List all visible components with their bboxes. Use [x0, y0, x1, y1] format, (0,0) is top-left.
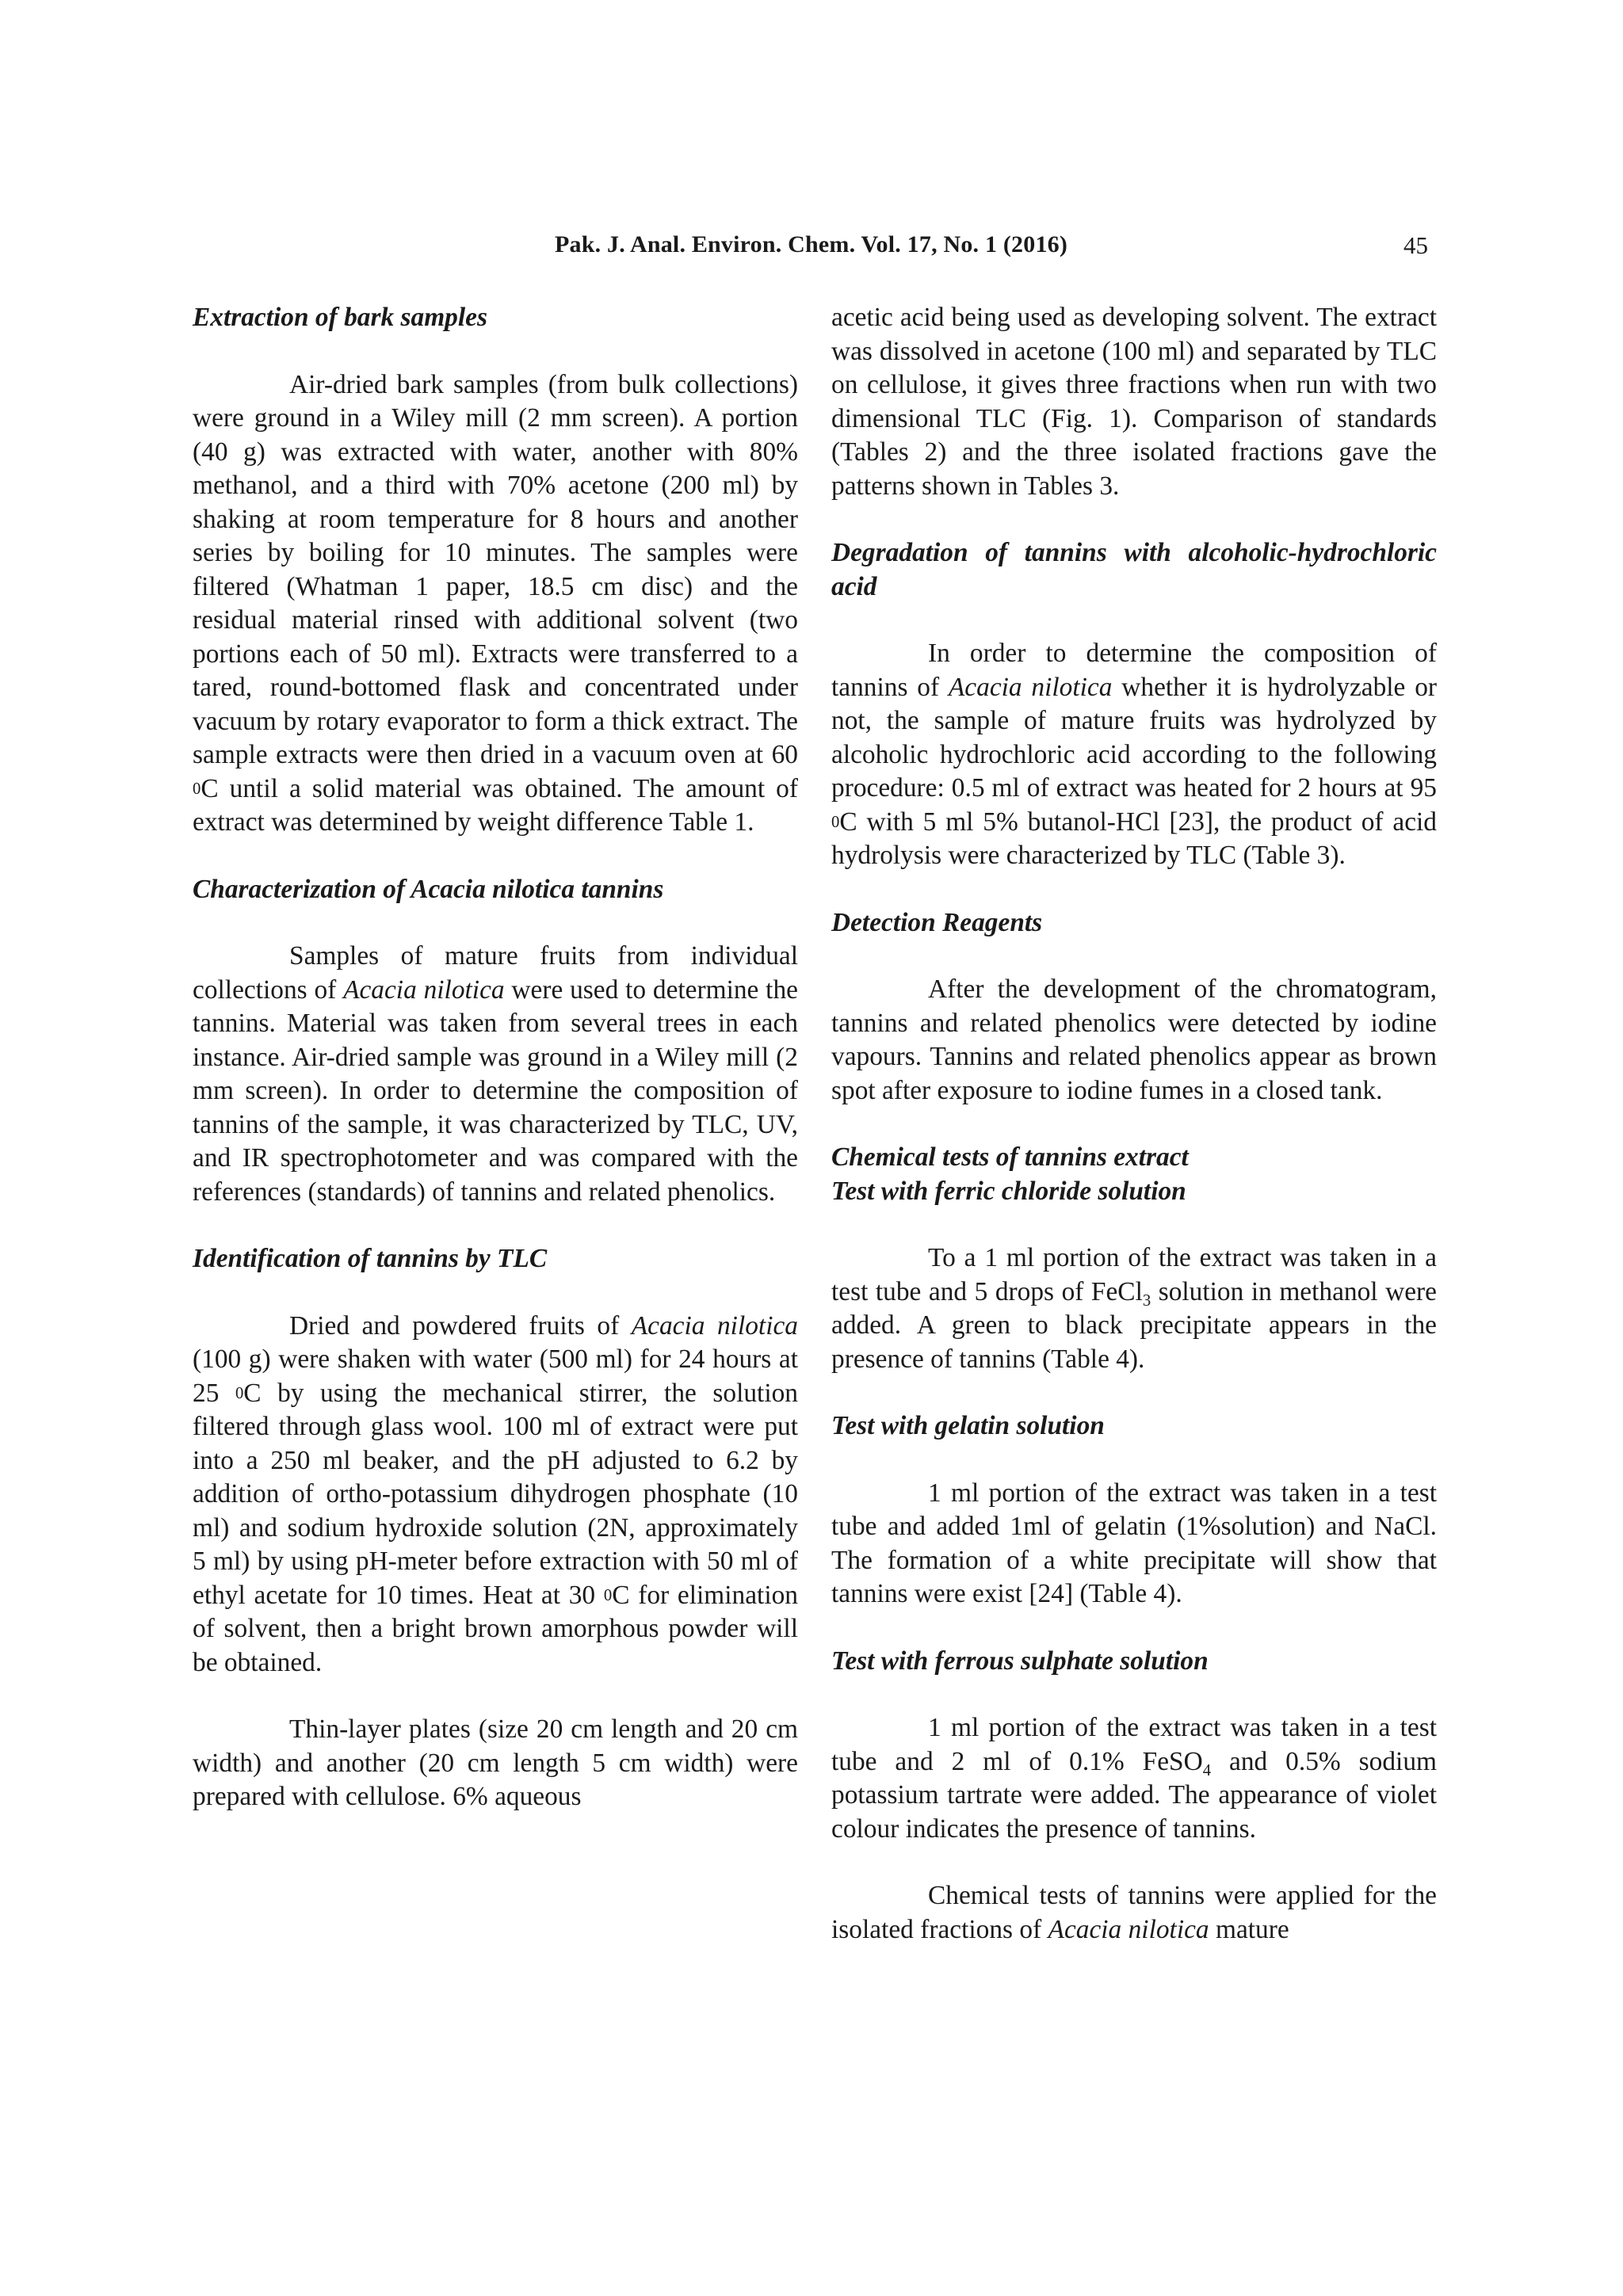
paragraph-degradation: In order to determine the composition of tannins of Acacia nilotica whether it is hydrolyzable or not, the sample of mature fruits was hydrolyzed by alcoholic hydrochloric acid according to the following procedure: 0.5 ml of extract was heated for 2 hours at 95 $^0$C with 5 ml 5% butanol-HCl [23], the product of acid hydrolysis were characterized by TLC (Table 3). [831, 639, 1438, 870]
heading-extraction-bark: Extraction of bark samples [193, 303, 487, 332]
paragraph-ferrous-sulphate: 1 ml portion of the extract was taken in a test tube and 2 ml of 0.1% FeSO$_4$ and 0.5% sodium potassium tartrate were added. The appearance of violet colour indicates the presence of tannins. [831, 1713, 1437, 1844]
heading-detection-reagents: Detection Reagents [831, 907, 1043, 937]
heading-gelatin: Test with gelatin solution [831, 1411, 1105, 1440]
heading-chemical-tests: Chemical tests of tannins extract [831, 1142, 1189, 1172]
left-column [193, 301, 798, 1814]
heading-characterization: Characterization of Acacia nilotica tannins [193, 874, 664, 904]
running-header: Pak. J. Anal. Environ. Chem. Vol. 17, No. 1 (2016) [555, 231, 1068, 257]
heading-degradation: Degradation of tannins with alcoholic-hydrochloric acid [831, 538, 1437, 601]
paragraph-chemical-tests-applied: Chemical tests of tannins were applied for the isolated fractions of Acacia nilotica mature [831, 1881, 1437, 1944]
paragraph-characterization: Samples of mature fruits from individual collections of Acacia nilotica were used to determine the tannins. Material was taken from several trees in each instance. Air-dried sample was ground in a Wiley mill (2 mm screen). In order to determine the composition of tannins of the sample, it was characterized by TLC, UV, and IR spectrophotometer and was compared with the references (standards) of tannins and related phenolics. [193, 941, 798, 1207]
heading-ferric-chloride: Test with ferric chloride solution [831, 1176, 1186, 1206]
heading-identification-tlc: Identification of tannins by TLC [193, 1244, 548, 1273]
paragraph-identification-tlc: Dried and powdered fruits of Acacia nilotica (100 g) were shaken with water (500 ml) for 24 hours at 25 $^0$C by using the mechanical stirrer, the solution filtered through glass wool. 100 ml of extract were put into a 250 ml beaker, and the pH adjusted to 6.2 by addition of ortho-potassium dihydrogen phosphate (10 ml) and sodium hydroxide solution (2N, approximately 5 ml) by using pH-meter before extraction with 50 ml of ethyl acetate for 10 times. Heat at 30 $^0$C for elimination of solvent, then a bright brown amorphous powder will be obtained. [193, 1310, 798, 1677]
paragraph-thin-layer-plates: Thin-layer plates (size 20 cm length and 20 cm width) and another (20 cm length 5 cm width) were prepared with cellulose. 6% aqueous [193, 1714, 798, 1811]
paragraph-detection-reagents: After the development of the chromatogram, tannins and related phenolics were detected by iodine vapours. Tannins and related phenolics appear as brown spot after exposure to iodine fumes in a closed tank. [831, 974, 1437, 1105]
heading-ferrous-sulphate: Test with ferrous sulphate solution [831, 1646, 1209, 1676]
paragraph-tlc-continued: acetic acid being used as developing solvent. The extract was dissolved in acetone (100 ml) and separated by TLC on cellulose, it gives three fractions when run with two dimensional TLC (Fig. 1). Comparison of standards (Tables 2) and the three isolated fractions gave the patterns shown in Tables 3. [831, 303, 1437, 501]
page-number: 45 [1403, 231, 1428, 259]
paragraph-gelatin: 1 ml portion of the extract was taken in a test tube and added 1ml of gelatin (1%solution) and NaCl. The formation of a white precipitate will show that tannins were exist [24] (Table 4). [831, 1478, 1437, 1608]
right-column [831, 301, 1437, 1947]
paragraph-extraction-bark: Air-dried bark samples (from bulk collections) were ground in a Wiley mill (2 mm screen). A portion (40 g) was extracted with water, another with 80% methanol, and a third with 70% acetone (200 ml) by shaking at room temperature for 8 hours and another series by boiling for 10 minutes. The samples were filtered (Whatman 1 paper, 18.5 cm disc) and the residual material rinsed with additional solvent (two portions each of 50 ml). Extracts were transferred to a tared, round-bottomed flask and concentrated under vacuum by rotary evaporator to form a thick extract. The sample extracts were then dried in a vacuum oven at 60 $^0$C until a solid material was obtained. The amount of extract was determined by weight difference Table 1. [193, 369, 798, 837]
paragraph-ferric-chloride: To a 1 ml portion of the extract was taken in a test tube and 5 drops of FeCl$_3$ solution in methanol were added. A green to black precipitate appears in the presence of tannins (Table 4). [831, 1243, 1437, 1374]
